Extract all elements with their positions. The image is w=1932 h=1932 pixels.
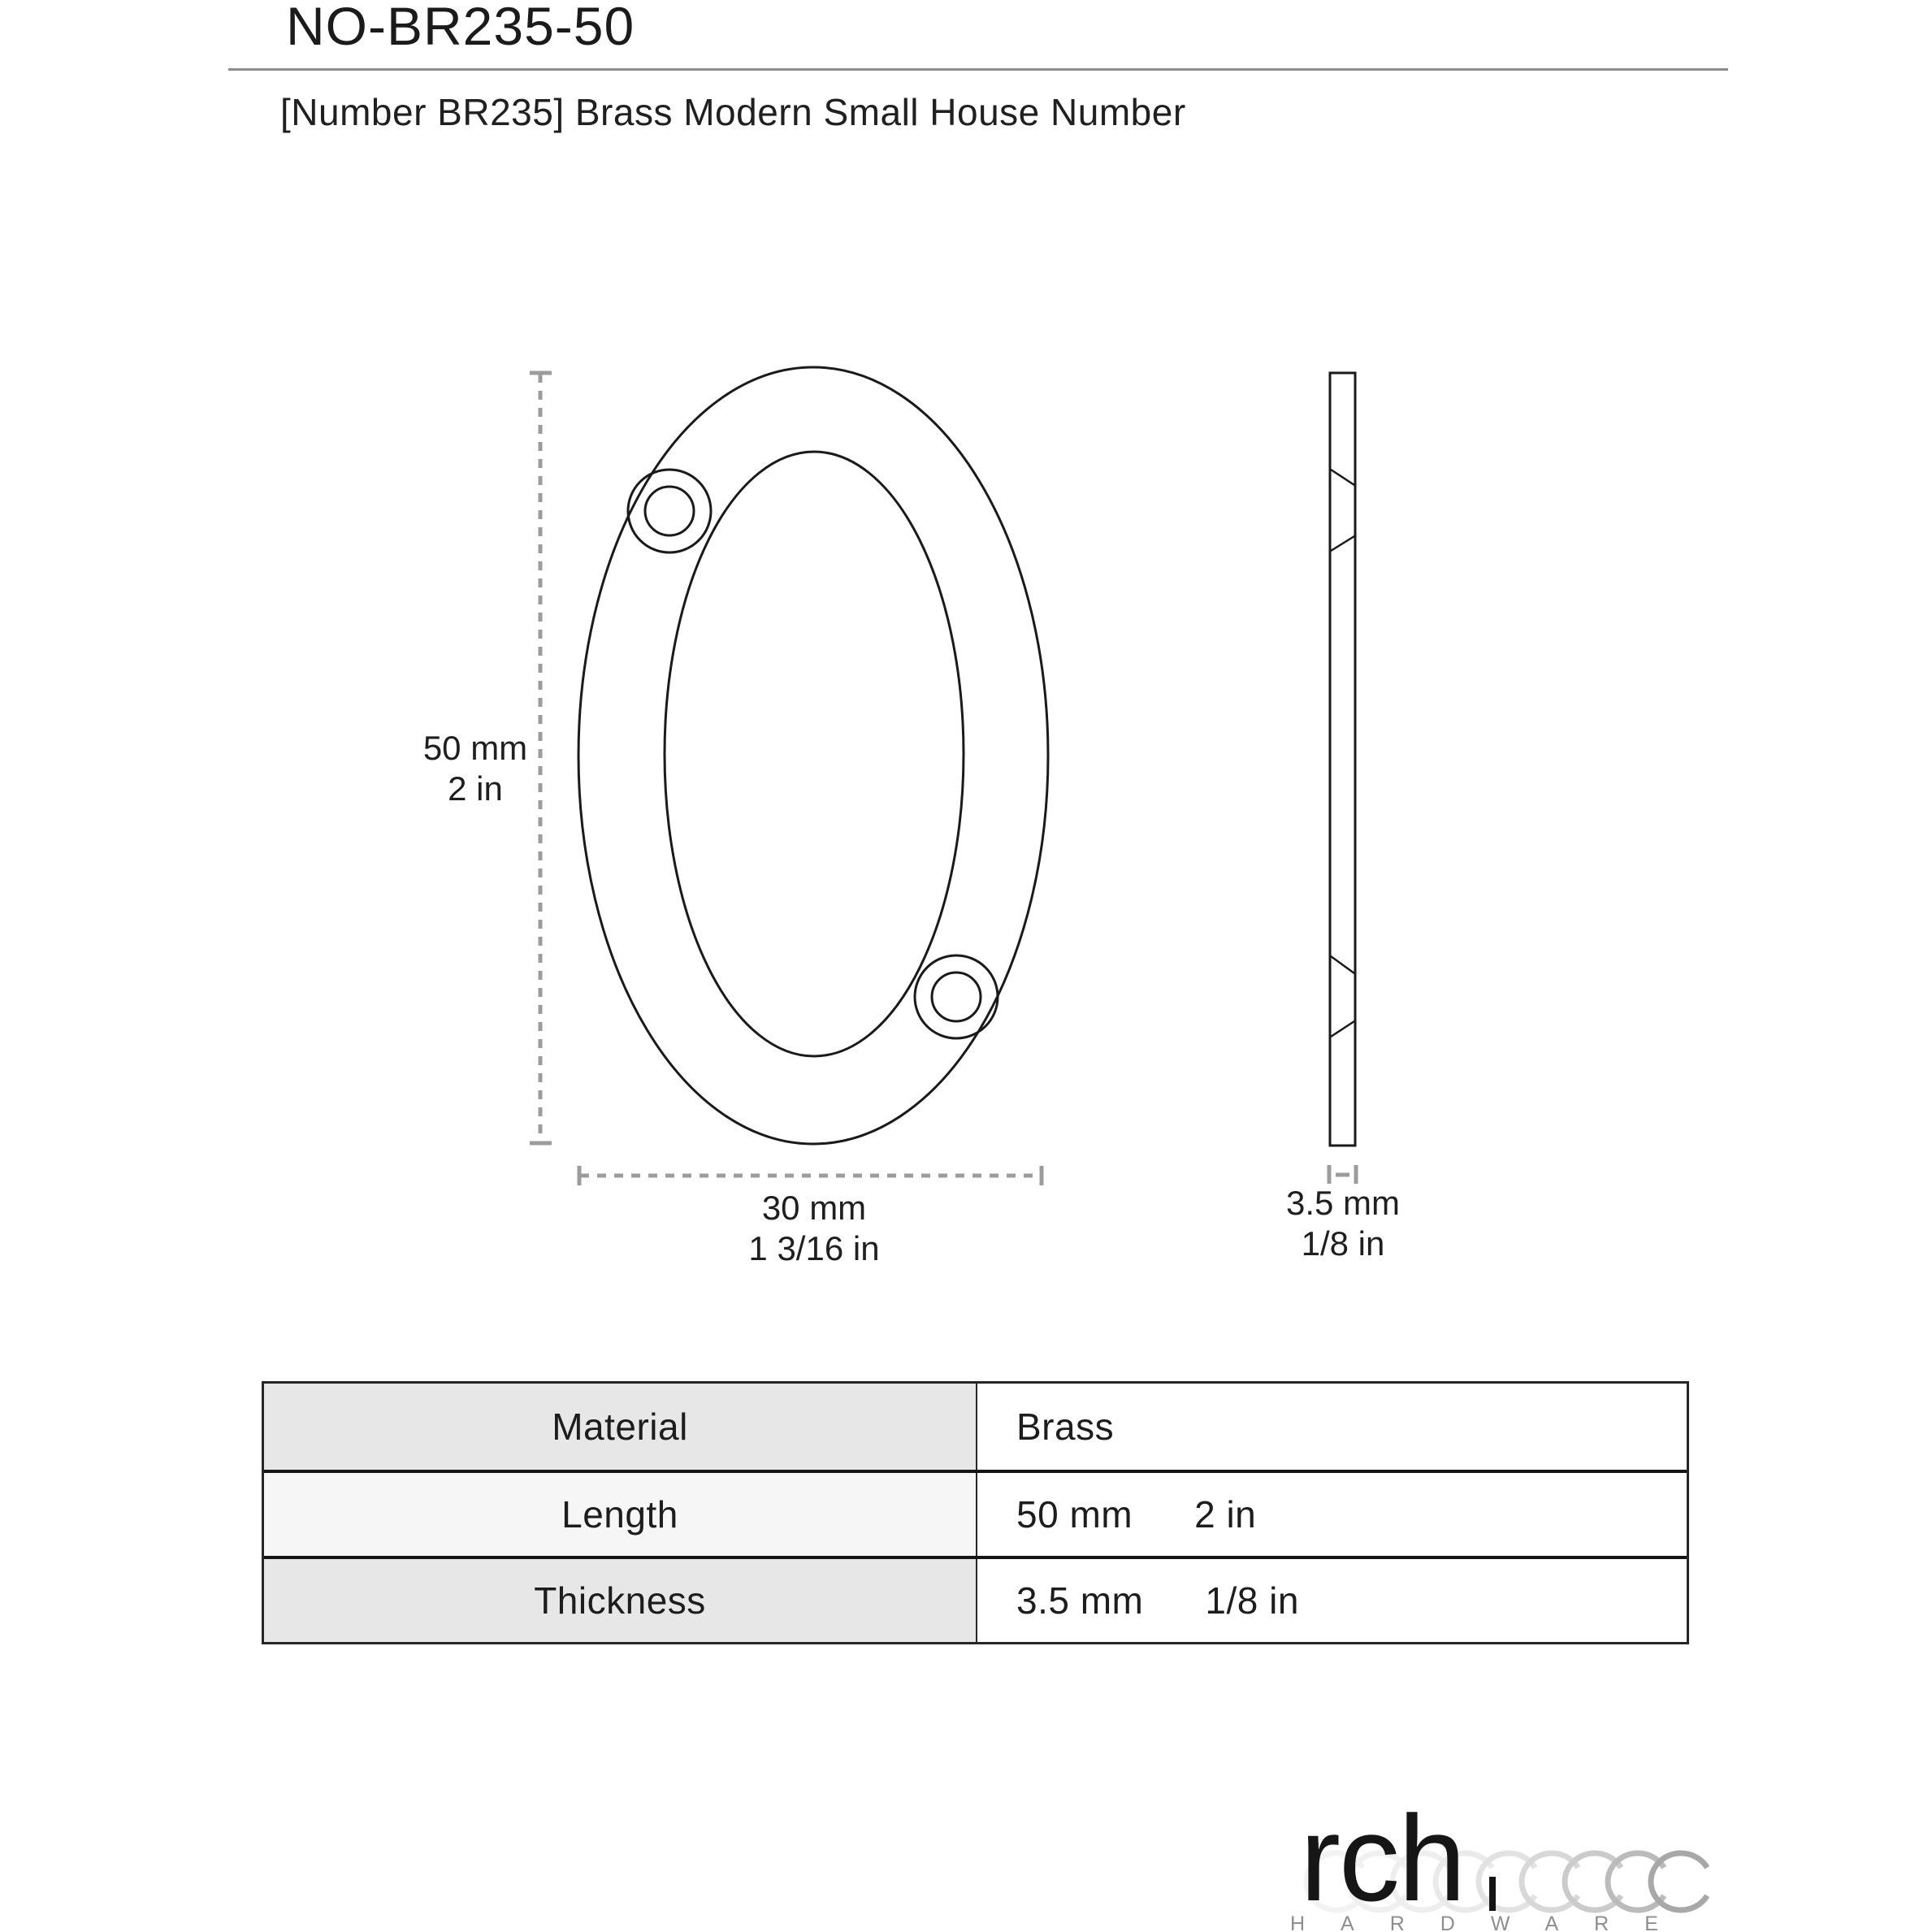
countersink-hatch-bottom-1 xyxy=(1331,956,1354,973)
spec-value-thickness xyxy=(977,1559,1687,1642)
table-row xyxy=(264,1556,1687,1642)
brand-logo-i-mark xyxy=(1489,1877,1496,1911)
page-subtitle: [Number BR235] Brass Modern Small House Number xyxy=(280,91,1186,133)
spec-label-length: Length xyxy=(264,1473,977,1556)
spec-table xyxy=(262,1381,1689,1644)
width-dimension-label xyxy=(688,1188,940,1269)
logo-chain-ring xyxy=(1522,1853,1582,1910)
countersink-hatch-top-2 xyxy=(1331,536,1354,551)
screw-hole-bottom-outer xyxy=(915,955,998,1038)
side-profile-outline xyxy=(1330,373,1355,1146)
spec-value-thickness-imperial: 1/8 in xyxy=(1205,1579,1299,1622)
spec-value-material-text: Brass xyxy=(1016,1406,1115,1448)
countersink-hatch-top-1 xyxy=(1331,470,1354,485)
width-imperial-value: 1 3/16 in xyxy=(748,1229,880,1267)
thickness-metric-value: 3.5 mm xyxy=(1285,1184,1401,1222)
dimension-lines xyxy=(530,373,1356,1185)
height-dimension-label xyxy=(370,728,581,809)
spec-label-thickness: Thickness xyxy=(264,1559,977,1642)
screw-hole-top-inner xyxy=(645,487,694,535)
height-metric-value: 50 mm xyxy=(422,729,528,767)
countersink-hatch-bottom-2 xyxy=(1331,1021,1354,1037)
logo-chain-ring xyxy=(1608,1853,1668,1910)
page-title: NO-BR235-50 xyxy=(286,0,635,56)
width-metric-value: 30 mm xyxy=(761,1189,867,1227)
table-row xyxy=(264,1384,1687,1470)
height-imperial-value: 2 in xyxy=(448,769,503,808)
logo-chain-ring xyxy=(1651,1853,1711,1910)
front-view-number-0 xyxy=(578,367,1048,1144)
logo-chain-ring xyxy=(1479,1853,1539,1910)
brand-logo-wordmark: rch xyxy=(1300,1790,1465,1926)
brand-logo-tagline: HARDWARE xyxy=(1290,1913,1694,1932)
screw-hole-top-outer xyxy=(628,470,711,552)
spec-value-length xyxy=(977,1473,1687,1556)
thickness-dimension-label xyxy=(1241,1183,1445,1264)
number-outer-outline xyxy=(578,367,1048,1144)
spec-value-length-metric: 50 mm xyxy=(1016,1493,1133,1536)
side-profile-view xyxy=(1330,373,1355,1146)
spec-value-length-imperial: 2 in xyxy=(1194,1493,1257,1536)
logo-chain-ring xyxy=(1565,1853,1625,1910)
spec-value-material xyxy=(977,1384,1687,1470)
spec-label-material: Material xyxy=(264,1384,977,1470)
screw-hole-bottom-inner xyxy=(932,972,981,1021)
number-inner-outline xyxy=(665,452,964,1056)
spec-value-thickness-metric: 3.5 mm xyxy=(1016,1579,1144,1622)
title-divider xyxy=(228,68,1728,71)
thickness-imperial-value: 1/8 in xyxy=(1301,1224,1385,1263)
table-row xyxy=(264,1470,1687,1556)
